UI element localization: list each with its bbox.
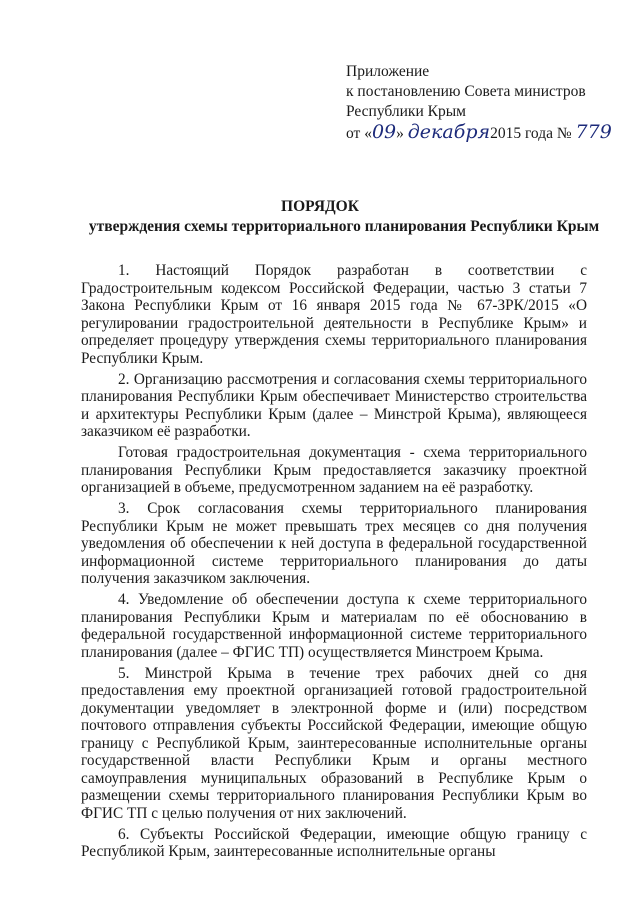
republic-name: Республики Крым [346, 103, 466, 120]
paragraph-1: 1. Настоящий Порядок разработан в соответствии с Градостроительным кодексом Российской Федерации, частью 3 статьи 7 Закона Республики Крым от 16 января 2015 года № 67-ЗРК/2015 «О регулировании градостроительной деятельности в Республике Крым» и определяет процедуру утверждения схемы территориального планирования Республики Крым. [81, 262, 587, 367]
handwritten-month: декабря [407, 121, 491, 143]
document-body [81, 262, 587, 864]
date-year-suffix: 2015 года № [490, 125, 572, 142]
resolution-reference: к постановлению Совета министров [346, 83, 586, 100]
document-subtitle: утверждения схемы территориального планирования Республики Крым [88, 218, 600, 235]
resolution-date-line [346, 122, 612, 144]
date-quote-close: » [396, 125, 404, 142]
paragraph-6: 6. Субъекты Российской Федерации, имеющие общую границу с Республикой Крым, заинтересованные исполнительные органы [81, 825, 587, 860]
paragraph-3: 3. Срок согласования схемы территориального планирования Республики Крым не может превышать трех месяцев со дня получения уведомления об обеспечении к ней доступа в федеральной государственной информационной системе территориального планирования до даты получения заказчиком заключения. [81, 500, 587, 587]
document-title: ПОРЯДОК [281, 198, 359, 215]
paragraph-5: 5. Минстрой Крыма в течение трех рабочих дней со дня предоставления ему проектной организацией готовой градостроительной документации уведомляет в электронной форме и (или) посредством почтового отправления субъекты Российской Федерации, имеющие общую границу с Республикой Крым, заинтересованные исполнительные органы государственной власти Республики Крым и органы местного самоуправления муниципальных образований в Республике Крым о размещении схемы территориального планирования Республики Крым во ФГИС ТП с целью получения от них заключений. [81, 664, 587, 822]
handwritten-number: 779 [575, 121, 612, 143]
paragraph-4: 4. Уведомление об обеспечении доступа к схеме территориального планирования Республики Крым и материалам по её обоснованию в федеральной государственной информационной системе территориального планирования (далее – ФГИС ТП) осуществляется Минстроем Крыма. [81, 591, 587, 661]
handwritten-day: 09 [371, 121, 397, 143]
paragraph-2-continued: Готовая градостроительная документация - схема территориального планирования Республики Крым предоставляется заказчику проектной организацией в объеме, предусмотренном заданием на её разработку. [81, 444, 587, 496]
paragraph-2: 2. Организацию рассмотрения и согласования схемы территориального планирования Республики Крым обеспечивает Министерство строительства и архитектуры Республики Крым (далее – Минстрой Крыма), являющееся заказчиком её разработки. [81, 370, 587, 440]
appendix-label: Приложение [346, 63, 430, 80]
date-prefix: от « [346, 125, 372, 142]
appendix-header [346, 62, 612, 144]
